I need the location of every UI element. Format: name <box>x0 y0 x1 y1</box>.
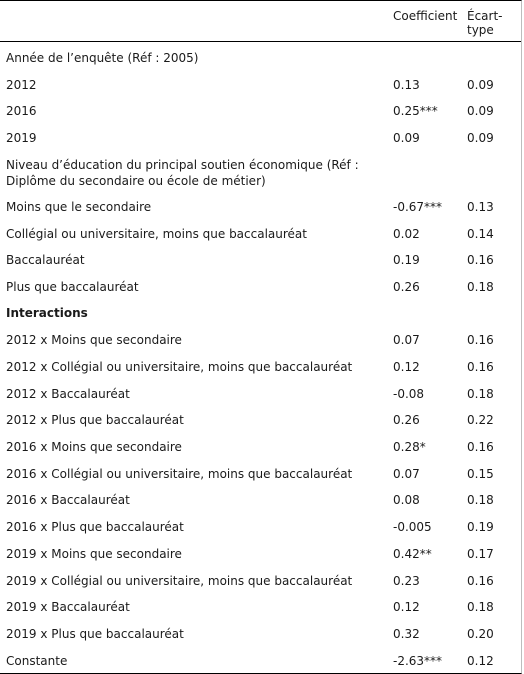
row-std-error: 0.17 <box>467 547 494 561</box>
row-std-error: 0.18 <box>467 600 494 614</box>
row-label: Collégial ou universitaire, moins que baccalauréat <box>6 227 307 241</box>
row-coefficient: 0.23 <box>393 574 420 588</box>
row-label: 2019 x Baccalauréat <box>6 600 130 614</box>
section-year-reference: Année de l’enquête (Réf : 2005) <box>6 51 199 65</box>
row-coefficient: 0.09 <box>393 131 420 145</box>
row-std-error: 0.09 <box>467 78 494 92</box>
row-label: 2012 x Collégial ou universitaire, moins que baccalauréat <box>6 360 353 374</box>
row-std-error: 0.22 <box>467 413 494 427</box>
row-std-error: 0.16 <box>467 253 494 267</box>
row-label: 2012 <box>6 78 37 92</box>
row-std-error: 0.09 <box>467 104 494 118</box>
row-std-error: 0.18 <box>467 280 494 294</box>
row-std-error: 0.18 <box>467 387 494 401</box>
row-coefficient: 0.12 <box>393 600 420 614</box>
row-std-error: 0.09 <box>467 131 494 145</box>
row-std-error: 0.19 <box>467 520 494 534</box>
row-label: 2019 x Moins que secondaire <box>6 547 182 561</box>
row-coefficient: 0.26 <box>393 413 420 427</box>
row-coefficient: 0.26 <box>393 280 420 294</box>
row-coefficient: -0.08 <box>393 387 425 401</box>
row-label: 2019 x Plus que baccalauréat <box>6 627 184 641</box>
row-std-error: 0.12 <box>467 654 494 668</box>
row-std-error: 0.15 <box>467 467 494 481</box>
row-std-error: 0.20 <box>467 627 494 641</box>
row-label: Baccalauréat <box>6 253 85 267</box>
header-coefficient: Coefficient <box>393 9 458 23</box>
row-coefficient: 0.42** <box>393 547 432 561</box>
row-coefficient: 0.07 <box>393 333 420 347</box>
row-label: 2012 x Plus que baccalauréat <box>6 413 184 427</box>
row-coefficient: 0.12 <box>393 360 420 374</box>
row-coefficient: 0.02 <box>393 227 420 241</box>
row-coefficient: 0.19 <box>393 253 420 267</box>
row-std-error: 0.16 <box>467 440 494 454</box>
row-label: 2016 x Collégial ou universitaire, moins que baccalauréat <box>6 467 353 481</box>
row-label: Moins que le secondaire <box>6 200 152 214</box>
row-label: 2016 x Baccalauréat <box>6 493 130 507</box>
row-std-error: 0.16 <box>467 574 494 588</box>
row-coefficient: -0.67*** <box>393 200 443 214</box>
row-label: 2016 x Moins que secondaire <box>6 440 182 454</box>
row-label: Constante <box>6 654 68 668</box>
row-coefficient: -0.005 <box>393 520 432 534</box>
row-label: 2016 x Plus que baccalauréat <box>6 520 184 534</box>
row-coefficient: 0.25*** <box>393 104 438 118</box>
row-label: 2016 <box>6 104 37 118</box>
row-std-error: 0.16 <box>467 360 494 374</box>
row-coefficient: 0.13 <box>393 78 420 92</box>
row-std-error: 0.16 <box>467 333 494 347</box>
row-std-error: 0.13 <box>467 200 494 214</box>
row-label: 2019 <box>6 131 37 145</box>
row-coefficient: 0.32 <box>393 627 420 641</box>
section-interactions: Interactions <box>6 306 88 320</box>
row-label: 2012 x Moins que secondaire <box>6 333 182 347</box>
row-label: 2019 x Collégial ou universitaire, moins que baccalauréat <box>6 574 353 588</box>
row-coefficient: 0.08 <box>393 493 420 507</box>
header-std-error: Écart-type <box>467 9 503 37</box>
row-std-error: 0.14 <box>467 227 494 241</box>
row-label: Plus que baccalauréat <box>6 280 139 294</box>
header-divider <box>0 41 521 42</box>
row-coefficient: 0.07 <box>393 467 420 481</box>
row-coefficient: -2.63*** <box>393 654 443 668</box>
row-coefficient: 0.28* <box>393 440 426 454</box>
row-std-error: 0.18 <box>467 493 494 507</box>
row-label: 2012 x Baccalauréat <box>6 387 130 401</box>
section-education-reference: Niveau d’éducation du principal soutien économique (Réf : Diplôme du secondaire ou école de métier) <box>6 158 359 188</box>
